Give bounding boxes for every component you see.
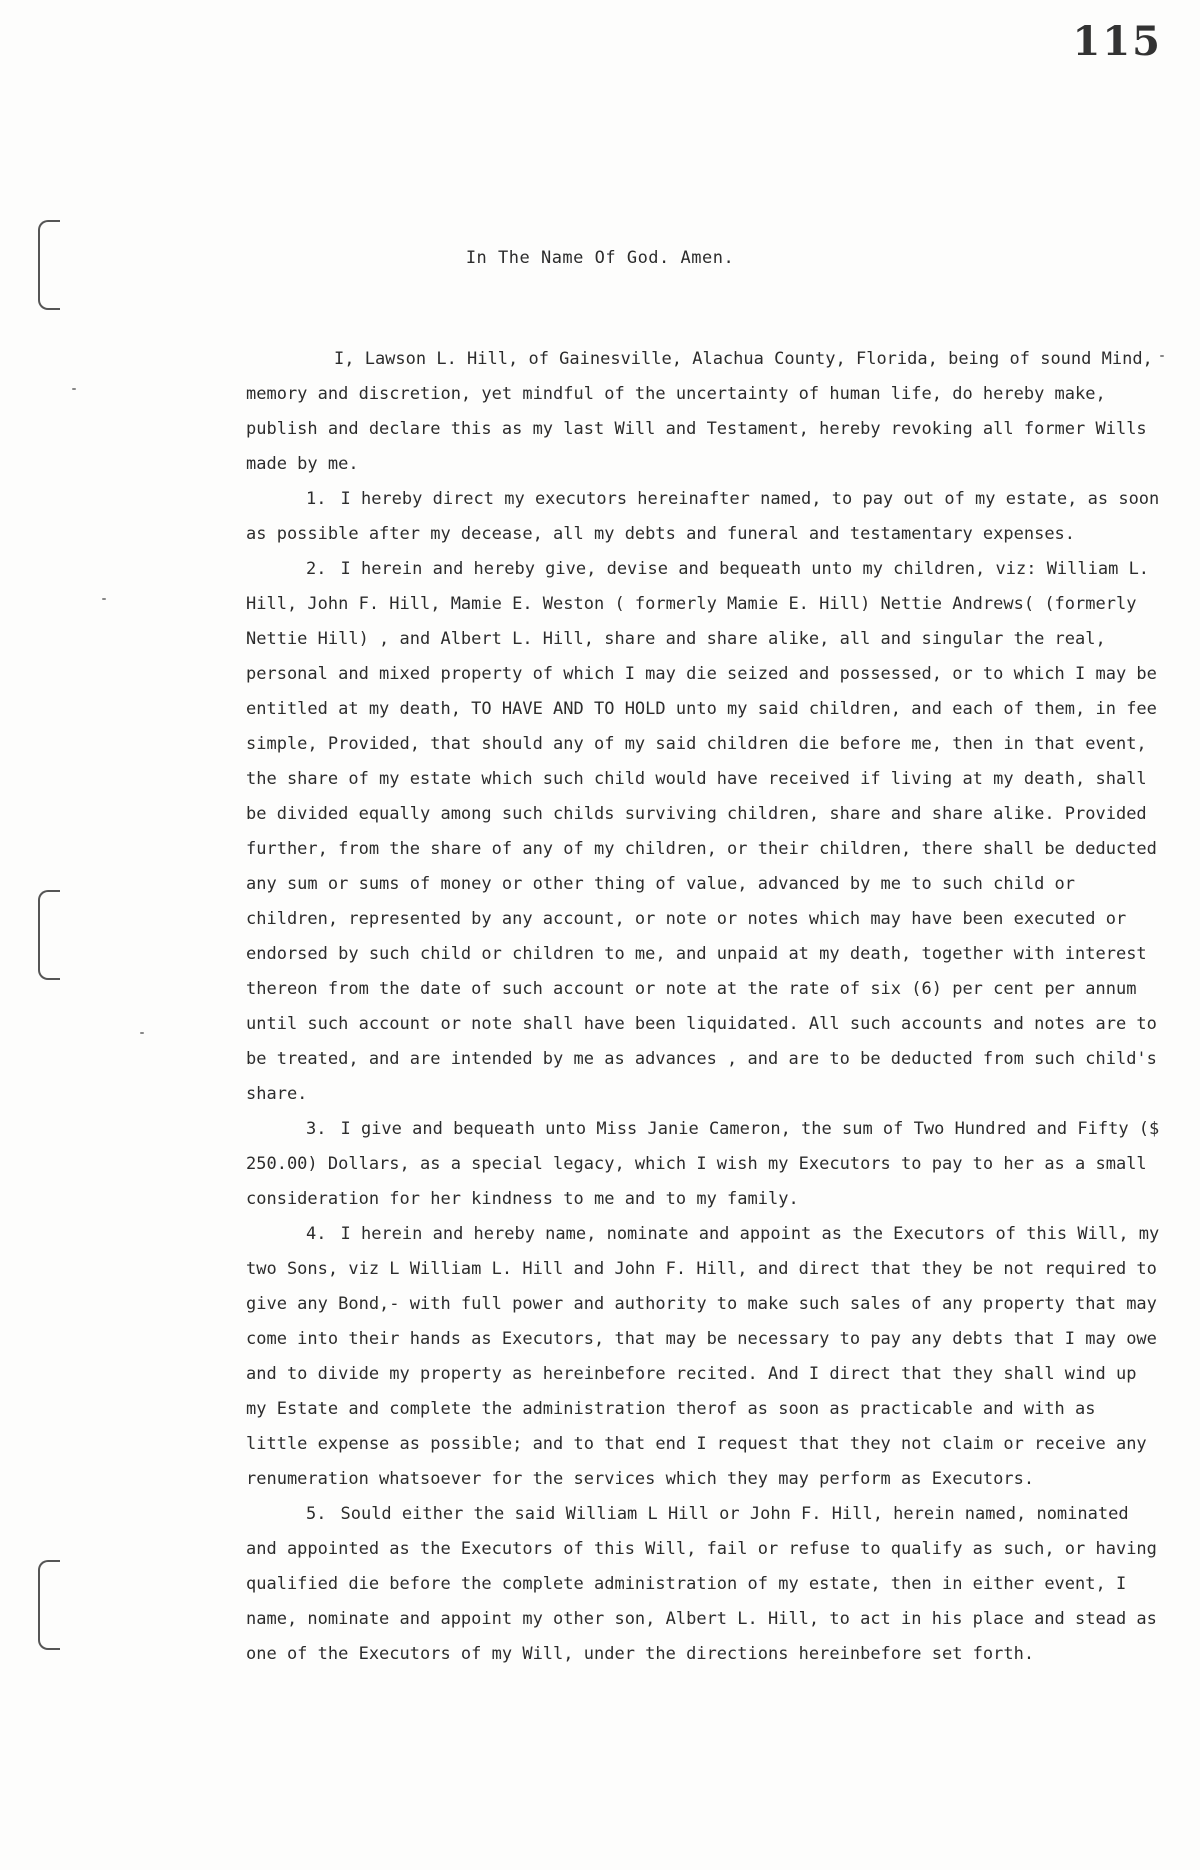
paragraph-1	[246, 482, 1166, 552]
paragraph-text: Sould either the said William L Hill or John F. Hill, herein named, nominated and appointed as the Executors of this Will, fail or refuse to qualify as such, or having qualified die before the complete administration of my estate, then in either event, I name, nominate and appoint my other son, Albert L. Hill, to act in his place and stead as one of the Executors of my Will, under the directions hereinbefore set forth.	[246, 1504, 1157, 1664]
will-body	[246, 342, 1166, 1672]
paragraph-5	[246, 1497, 1166, 1672]
paragraph-4	[246, 1217, 1166, 1497]
paragraph-number: 1.	[306, 489, 327, 509]
paragraph-number: 3.	[306, 1119, 327, 1139]
binding-hole-mark-middle	[38, 890, 60, 980]
paragraph-text: I herein and hereby give, devise and bequeath unto my children, viz: William L. Hill, John F. Hill, Mamie E. Weston ( formerly Mamie E. Hill) Nettie Andrews( (formerly Nettie Hill) , and Albert L. Hill, share and share alike, all and singular the real, personal and mixed property of which I may die seized and possessed, or to which I may be entitled at my death, TO HAVE AND TO HOLD unto my said children, and each of them, in fee simple, Provided, that should any of my said children die before me, then in that event, the share of my estate which such child would have received if living at my death, shall be divided equally among such childs surviving children, share and share alike. Provided further, from the share of any of my children, or their children, there shall be deducted any sum or sums of money or other thing of value, advanced by me to such child or children, represented by any account, or note or notes which may have been executed or endorsed by such child or children to me, and unpaid at my death, together with interest thereon from the date of such account or note at the rate of six (6) per cent per annum until such account or note shall have been liquidated. All such accounts and notes are to be treated, and are intended by me as advances , and are to be deducted from such child's share.	[246, 559, 1157, 1104]
paragraph-text: I, Lawson L. Hill, of Gainesville, Alachua County, Florida, being of sound Mind, memory and discretion, yet mindful of the uncertainty of human life, do hereby make, publish and declare this as my last Will and Testament, hereby revoking all former Wills made by me.	[246, 349, 1153, 474]
paragraph-text: I herein and hereby name, nominate and appoint as the Executors of this Will, my two Sons, viz L William L. Hill and John F. Hill, and direct that they be not required to give any Bond,- with full power and authority to make such sales of any property that may come into their hands as Executors, that may be necessary to pay any debts that I may owe and to divide my property as hereinbefore recited. And I direct that they shall wind up my Estate and complete the administration therof as soon as practicable and with as little expense as possible; and to that end I request that they not claim or receive any renumeration whatsoever for the services which they may perform as Executors.	[246, 1224, 1160, 1489]
paragraph-number: 5.	[306, 1504, 327, 1524]
paper-speck	[72, 388, 76, 390]
paragraph-text: I hereby direct my executors hereinafter named, to pay out of my estate, as soon as possible after my decease, all my debts and funeral and testamentary expenses.	[246, 489, 1160, 544]
will-heading: In The Name Of God. Amen.	[465, 248, 735, 268]
paragraph-preamble	[246, 342, 1166, 482]
paragraph-number: 4.	[306, 1224, 327, 1244]
paragraph-text: I give and bequeath unto Miss Janie Cameron, the sum of Two Hundred and Fifty ($ 250.00) Dollars, as a special legacy, which I wish my Executors to pay to her as a small consideration for her kindness to me and to my family.	[246, 1119, 1160, 1209]
page-number: 115	[1072, 18, 1162, 65]
paragraph-number: 2.	[306, 559, 327, 579]
paper-speck	[102, 598, 106, 600]
paper-speck	[140, 1032, 144, 1034]
paragraph-3	[246, 1112, 1166, 1217]
binding-hole-mark-bottom	[38, 1560, 60, 1650]
paragraph-2	[246, 552, 1166, 1112]
